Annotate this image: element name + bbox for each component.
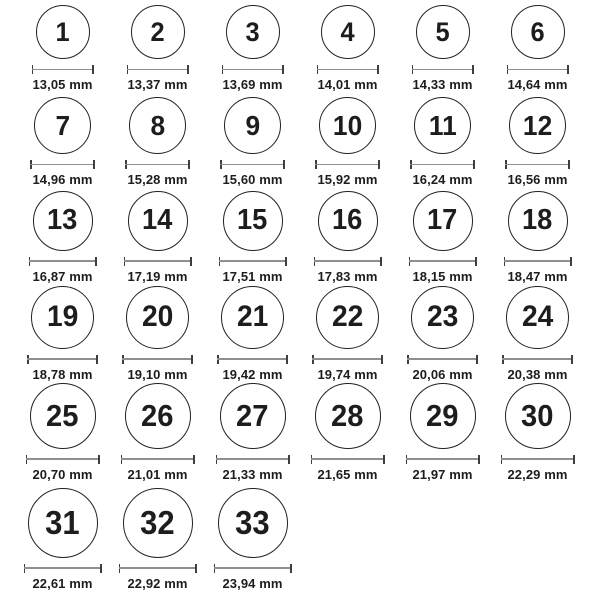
ruler-tick-right (93, 160, 95, 169)
ring-size-number: 20 (141, 300, 174, 333)
ring-size-cell (205, 189, 300, 285)
ring-size-cell (490, 2, 585, 95)
chart-row (15, 482, 600, 596)
ring-size-cell (300, 2, 395, 95)
diameter-ruler (314, 257, 382, 266)
ruler-line (30, 164, 95, 166)
ring-size-number: 21 (236, 300, 269, 333)
ring-size-cell (205, 95, 300, 189)
diameter-ruler (505, 160, 570, 169)
diameter-ruler (216, 455, 290, 464)
chart-row (15, 189, 600, 285)
ring-size-cell (15, 482, 110, 596)
ring-circle (221, 286, 284, 349)
diameter-ruler (317, 65, 379, 74)
ring-size-cell (490, 189, 585, 285)
ring-circle (125, 383, 191, 449)
ruler-line (214, 567, 292, 569)
ruler-line (409, 260, 477, 262)
diameter-label: 13,05 mm (32, 77, 93, 92)
ruler-line (121, 458, 195, 460)
ruler-tick-right (187, 65, 189, 74)
ring-size-cell (110, 285, 205, 382)
diameter-ruler (502, 355, 573, 364)
ruler-tick-right (383, 455, 385, 464)
diameter-label: 13,37 mm (127, 77, 188, 92)
ring-size-cell (110, 189, 205, 285)
ruler-line (317, 69, 379, 71)
diameter-ruler (29, 257, 97, 266)
ring-size-number: 16 (332, 204, 363, 236)
diameter-ruler (26, 455, 100, 464)
diameter-ruler (222, 65, 284, 74)
ring-size-number: 3 (245, 16, 260, 47)
ruler-tick-right (476, 355, 478, 364)
diameter-ruler (121, 455, 195, 464)
ruler-line (29, 260, 97, 262)
chart-row (15, 382, 600, 482)
diameter-ruler (219, 257, 287, 266)
ring-size-cell (300, 95, 395, 189)
diameter-ruler (119, 564, 197, 573)
ruler-tick-right (98, 455, 100, 464)
diameter-ruler (27, 355, 98, 364)
diameter-label: 17,83 mm (317, 268, 378, 284)
ring-circle (506, 286, 569, 349)
diameter-ruler (220, 160, 285, 169)
ring-circle (410, 383, 476, 449)
ring-circle (123, 488, 193, 558)
ruler-tick-right (473, 160, 475, 169)
diameter-label: 18,78 mm (32, 366, 93, 382)
ring-size-number: 17 (427, 204, 458, 236)
ruler-tick-right (290, 564, 292, 573)
ring-circle (36, 5, 90, 59)
ruler-line (124, 260, 192, 262)
ring-circle (34, 97, 91, 154)
ruler-line (122, 358, 193, 360)
ring-size-cell (205, 482, 300, 596)
ruler-line (406, 458, 480, 460)
ring-size-number: 9 (245, 109, 260, 141)
diameter-label: 14,64 mm (507, 77, 568, 92)
ruler-line (312, 358, 383, 360)
ruler-line (26, 458, 100, 460)
ring-circle (318, 191, 378, 251)
diameter-label: 16,87 mm (32, 268, 93, 284)
ring-circle (129, 97, 186, 154)
ring-circle (316, 286, 379, 349)
ring-size-number: 6 (530, 16, 545, 47)
diameter-ruler (410, 160, 475, 169)
ring-size-number: 24 (521, 300, 554, 333)
diameter-label: 21,33 mm (222, 466, 283, 482)
ring-size-cell (490, 285, 585, 382)
ring-size-cell (110, 2, 205, 95)
ruler-tick-right (188, 160, 190, 169)
ruler-tick-right (288, 455, 290, 464)
chart-row (15, 95, 600, 189)
ruler-line (222, 69, 284, 71)
ring-circle (28, 488, 98, 558)
ring-size-number: 23 (426, 300, 459, 333)
ring-size-number: 10 (332, 109, 363, 141)
diameter-ruler (30, 160, 95, 169)
ring-size-number: 30 (521, 398, 554, 433)
ring-size-cell (205, 285, 300, 382)
diameter-ruler (32, 65, 94, 74)
diameter-ruler (315, 160, 380, 169)
ring-size-number: 2 (150, 16, 165, 47)
diameter-label: 17,19 mm (127, 268, 188, 284)
ring-size-number: 32 (140, 504, 175, 541)
ring-size-number: 22 (331, 300, 364, 333)
ruler-tick-right (478, 455, 480, 464)
ring-size-cell (15, 189, 110, 285)
ring-size-cell (395, 382, 490, 482)
ring-size-cell (110, 482, 205, 596)
ruler-line (501, 458, 575, 460)
ruler-line (220, 164, 285, 166)
ring-circle (416, 5, 470, 59)
diameter-ruler (124, 257, 192, 266)
ring-size-number: 15 (237, 204, 268, 236)
ring-circle (223, 191, 283, 251)
ring-size-cell (395, 95, 490, 189)
ring-size-cell (110, 382, 205, 482)
diameter-ruler (217, 355, 288, 364)
ruler-line (219, 260, 287, 262)
chart-row (15, 2, 600, 95)
diameter-ruler (125, 160, 190, 169)
ring-size-number: 28 (331, 398, 364, 433)
ring-circle (321, 5, 375, 59)
ruler-tick-right (381, 355, 383, 364)
ruler-tick-right (568, 160, 570, 169)
diameter-ruler (312, 355, 383, 364)
ring-size-cell (15, 95, 110, 189)
ruler-tick-right (193, 455, 195, 464)
ring-circle (220, 383, 286, 449)
ruler-tick-right (283, 160, 285, 169)
ring-size-cell (300, 285, 395, 382)
ruler-line (412, 69, 474, 71)
ruler-line (407, 358, 478, 360)
ring-size-cell (205, 2, 300, 95)
ring-circle (31, 286, 94, 349)
ruler-line (507, 69, 569, 71)
diameter-ruler (311, 455, 385, 464)
diameter-label: 21,01 mm (127, 466, 188, 482)
ruler-tick-right (285, 257, 287, 266)
ring-circle (30, 383, 96, 449)
ring-size-cell (490, 95, 585, 189)
diameter-label: 15,60 mm (222, 172, 283, 187)
diameter-label: 20,06 mm (412, 366, 473, 382)
ruler-line (32, 69, 94, 71)
diameter-label: 22,61 mm (32, 575, 93, 591)
ruler-line (125, 164, 190, 166)
diameter-label: 22,92 mm (127, 575, 188, 591)
chart-row (15, 285, 600, 382)
diameter-ruler (501, 455, 575, 464)
diameter-label: 14,96 mm (32, 172, 93, 187)
ring-circle (315, 383, 381, 449)
ring-size-cell (395, 2, 490, 95)
ring-size-cell (300, 382, 395, 482)
diameter-ruler (409, 257, 477, 266)
ring-size-number: 27 (236, 398, 269, 433)
ruler-line (410, 164, 475, 166)
ring-size-number: 1 (55, 16, 70, 47)
ruler-tick-right (190, 257, 192, 266)
ring-circle (505, 383, 571, 449)
ruler-tick-right (378, 160, 380, 169)
ruler-tick-right (472, 65, 474, 74)
ring-size-cell (15, 285, 110, 382)
diameter-label: 20,38 mm (507, 366, 568, 382)
ruler-tick-right (475, 257, 477, 266)
diameter-ruler (412, 65, 474, 74)
ring-circle (509, 97, 566, 154)
ruler-line (127, 69, 189, 71)
ring-size-number: 19 (46, 300, 79, 333)
diameter-label: 19,42 mm (222, 366, 283, 382)
diameter-ruler (504, 257, 572, 266)
ring-size-cell (15, 382, 110, 482)
diameter-ruler (24, 564, 102, 573)
ruler-tick-right (571, 355, 573, 364)
ring-size-number: 5 (435, 16, 450, 47)
ruler-line (505, 164, 570, 166)
ring-size-number: 13 (47, 204, 78, 236)
ring-circle (319, 97, 376, 154)
ruler-line (119, 567, 197, 569)
ruler-tick-right (96, 355, 98, 364)
ruler-tick-right (286, 355, 288, 364)
ruler-line (502, 358, 573, 360)
diameter-label: 21,65 mm (317, 466, 378, 482)
ruler-line (24, 567, 102, 569)
diameter-label: 17,51 mm (222, 268, 283, 284)
ring-circle (128, 191, 188, 251)
diameter-label: 21,97 mm (412, 466, 473, 482)
diameter-label: 15,28 mm (127, 172, 188, 187)
ring-size-number: 12 (522, 109, 553, 141)
ruler-line (315, 164, 380, 166)
ruler-tick-right (573, 455, 575, 464)
diameter-ruler (406, 455, 480, 464)
ring-size-number: 25 (46, 398, 79, 433)
ring-size-cell (395, 285, 490, 382)
diameter-label: 15,92 mm (317, 172, 378, 187)
diameter-ruler (127, 65, 189, 74)
diameter-ruler (507, 65, 569, 74)
ruler-tick-right (282, 65, 284, 74)
diameter-label: 14,01 mm (317, 77, 378, 92)
ring-size-cell (395, 189, 490, 285)
ring-circle (511, 5, 565, 59)
ring-circle (224, 97, 281, 154)
ring-circle (218, 488, 288, 558)
diameter-label: 22,29 mm (507, 466, 568, 482)
ruler-line (27, 358, 98, 360)
diameter-label: 13,69 mm (222, 77, 283, 92)
ring-size-number: 33 (235, 504, 270, 541)
ring-size-number: 7 (55, 109, 70, 141)
diameter-label: 23,94 mm (222, 575, 283, 591)
ring-size-cell (205, 382, 300, 482)
ruler-line (217, 358, 288, 360)
ring-circle (411, 286, 474, 349)
ruler-tick-right (100, 564, 102, 573)
ring-size-cell (15, 2, 110, 95)
ruler-tick-right (380, 257, 382, 266)
ruler-line (311, 458, 385, 460)
diameter-ruler (407, 355, 478, 364)
ring-size-number: 11 (428, 109, 457, 141)
diameter-ruler (122, 355, 193, 364)
diameter-label: 18,15 mm (412, 268, 473, 284)
diameter-ruler (214, 564, 292, 573)
diameter-label: 19,74 mm (317, 366, 378, 382)
ring-size-number: 18 (522, 204, 553, 236)
ring-circle (126, 286, 189, 349)
ring-size-number: 26 (141, 398, 174, 433)
ruler-line (216, 458, 290, 460)
ruler-tick-right (191, 355, 193, 364)
diameter-label: 16,56 mm (507, 172, 568, 187)
ring-circle (131, 5, 185, 59)
diameter-label: 16,24 mm (412, 172, 473, 187)
ring-size-number: 31 (45, 504, 80, 541)
ring-circle (508, 191, 568, 251)
ring-size-number: 4 (340, 16, 355, 47)
ring-size-cell (110, 95, 205, 189)
diameter-label: 14,33 mm (412, 77, 473, 92)
ruler-tick-right (92, 65, 94, 74)
ring-size-cell (490, 382, 585, 482)
ruler-tick-right (567, 65, 569, 74)
ruler-tick-right (570, 257, 572, 266)
diameter-label: 18,47 mm (507, 268, 568, 284)
ruler-line (314, 260, 382, 262)
ring-circle (226, 5, 280, 59)
ring-size-number: 29 (426, 398, 459, 433)
ring-circle (413, 191, 473, 251)
ring-size-number: 14 (142, 204, 173, 236)
ruler-tick-right (377, 65, 379, 74)
ring-size-number: 8 (150, 109, 165, 141)
ring-size-cell (300, 189, 395, 285)
ruler-tick-right (95, 257, 97, 266)
diameter-label: 19,10 mm (127, 366, 188, 382)
diameter-label: 20,70 mm (32, 466, 93, 482)
ring-circle (414, 97, 471, 154)
ring-circle (33, 191, 93, 251)
ruler-line (504, 260, 572, 262)
ruler-tick-right (195, 564, 197, 573)
